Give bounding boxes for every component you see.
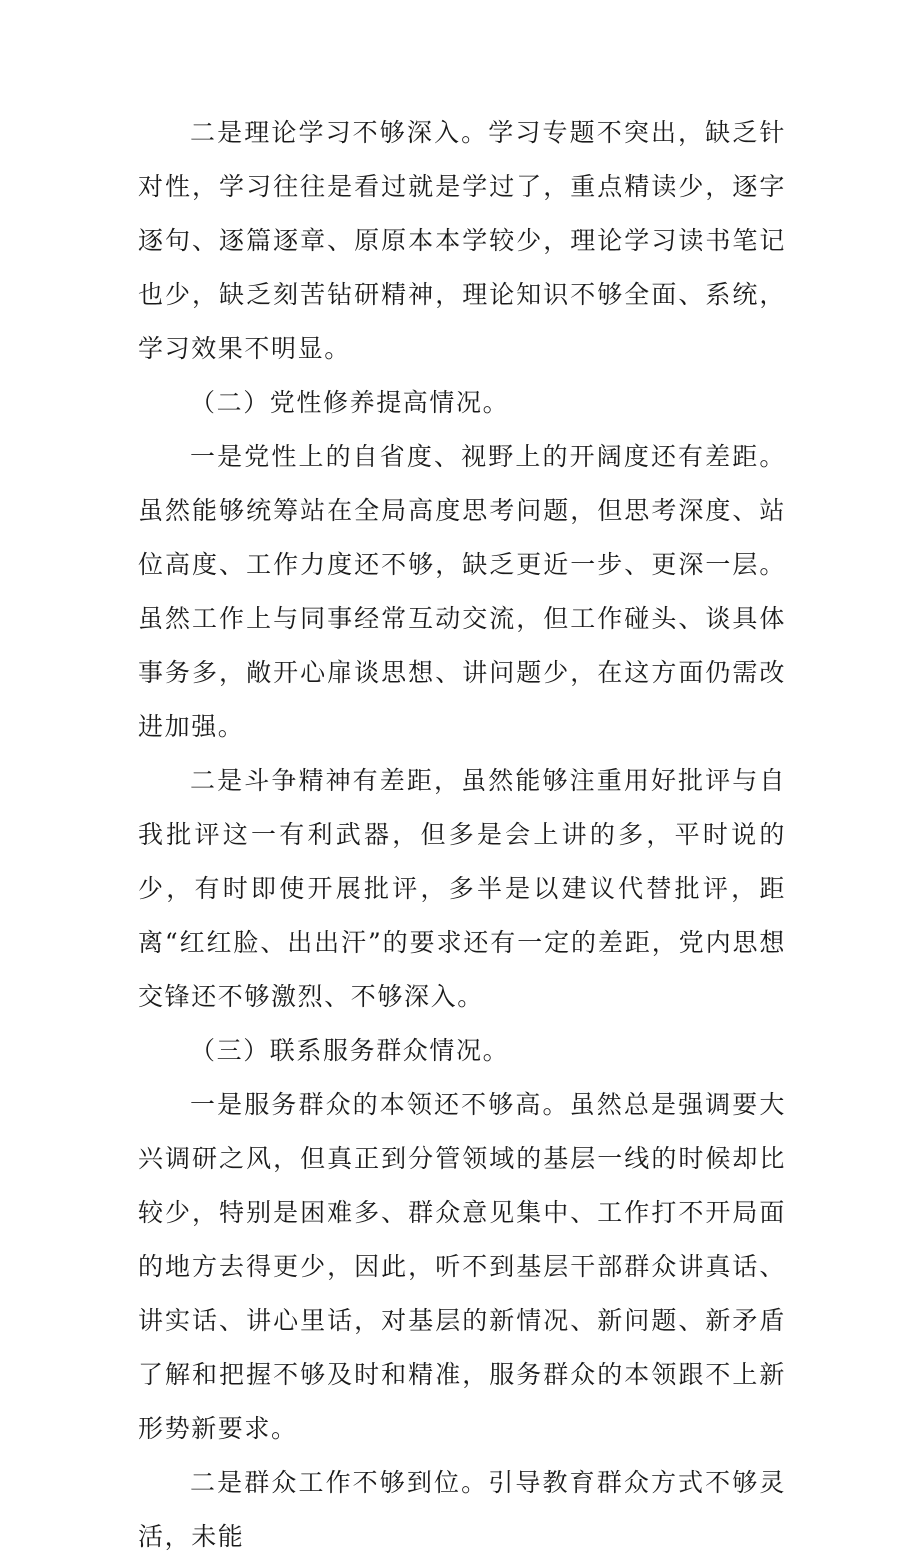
paragraph-theory-study: 二是理论学习不够深入。学习专题不突出，缺乏针对性，学习往往是看过就是学过了，重点精读少，逐字逐句、逐篇逐章、原原本本学较少，理论学习读书笔记也少，缺乏刻苦钻研精神，理论知识不够全面、系统，学习效果不明显。 (138, 118, 786, 363)
document-body (138, 106, 786, 1564)
paragraph-self-reflection: 一是党性上的自省度、视野上的开阔度还有差距。虽然能够统筹站在全局高度思考问题，但思考深度、站位高度、工作力度还不够，缺乏更近一步、更深一层。虽然工作上与同事经常互动交流，但工作碰头、谈具体事务多，敞开心扉谈思想、讲问题少，在这方面仍需改进加强。 (138, 442, 786, 741)
paragraph-mass-work: 二是群众工作不够到位。引导教育群众方式不够灵活，未能 (138, 1468, 786, 1551)
paragraph-fighting-spirit: 二是斗争精神有差距，虽然能够注重用好批评与自我批评这一有利武器，但多是会上讲的多，平时说的少，有时即使开展批评，多半是以建议代替批评，距离“红红脸、出出汗”的要求还有一定的差距，党内思想交锋还不够激烈、不够深入。 (138, 766, 786, 1011)
section-heading-serving-masses: （三）联系服务群众情况。 (190, 1036, 510, 1065)
paragraph-service-ability: 一是服务群众的本领还不够高。虽然总是强调要大兴调研之风，但真正到分管领域的基层一线的时候却比较少，特别是困难多、群众意见集中、工作打不开局面的地方去得更少，因此，听不到基层干部群众讲真话、讲实话、讲心里话，对基层的新情况、新问题、新矛盾了解和把握不够及时和精准，服务群众的本领跟不上新形势新要求。 (138, 1090, 786, 1443)
section-heading-party-spirit: （二）党性修养提高情况。 (190, 388, 510, 417)
